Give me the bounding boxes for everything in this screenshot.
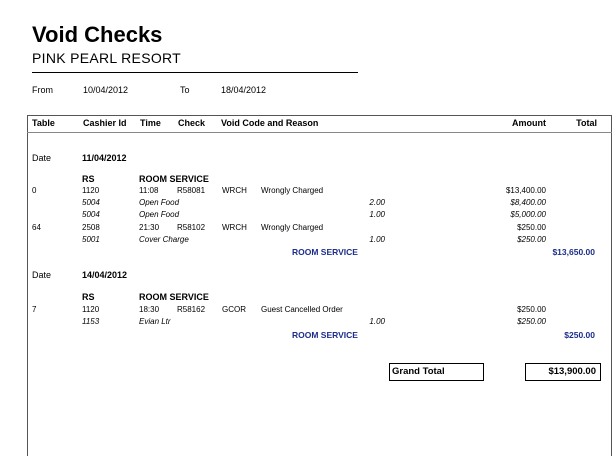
col-cashier: Cashier Id [83, 118, 127, 128]
row-check: R58081 [177, 186, 206, 195]
row-reason: Wrongly Charged [261, 223, 324, 232]
col-check: Check [178, 118, 206, 128]
row-void-code: WRCH [222, 223, 247, 232]
outlet-subtotal-label: ROOM SERVICE [292, 247, 358, 257]
item-qty: 1.00 [369, 235, 385, 244]
item-amount: $250.00 [517, 235, 546, 244]
item-amount: $250.00 [517, 317, 546, 326]
row-table: 7 [32, 305, 37, 314]
item-code: 5004 [82, 210, 100, 219]
outlet-name: ROOM SERVICE [139, 292, 209, 302]
title-divider [32, 72, 358, 73]
row-time: 18:30 [139, 305, 160, 314]
report-title: Void Checks [32, 22, 163, 47]
row-void-code: WRCH [222, 186, 247, 195]
item-code: 5004 [82, 198, 100, 207]
row-cashier: 2508 [82, 223, 100, 232]
property-name: PINK PEARL RESORT [32, 50, 182, 66]
item-name: Open Food [139, 210, 180, 219]
col-total: Total [576, 118, 597, 128]
outlet-subtotal-label: ROOM SERVICE [292, 330, 358, 340]
row-check: R58162 [177, 305, 206, 314]
row-void-code: GCOR [222, 305, 246, 314]
col-amount: Amount [512, 118, 546, 128]
item-code: 1153 [82, 317, 100, 326]
row-check: R58102 [177, 223, 206, 232]
col-void-reason: Void Code and Reason [221, 118, 319, 128]
group-date-label: Date [32, 153, 52, 163]
to-date: 18/04/2012 [221, 85, 267, 95]
row-cashier: 1120 [82, 186, 100, 195]
col-table: Table [32, 118, 55, 128]
group-date: 14/04/2012 [82, 270, 128, 280]
row-cashier: 1120 [82, 305, 100, 314]
row-reason: Guest Cancelled Order [261, 305, 343, 314]
item-qty: 1.00 [369, 210, 385, 219]
report-frame [27, 115, 612, 456]
outlet-code: RS [82, 174, 95, 184]
row-time: 21:30 [139, 223, 160, 232]
to-label: To [180, 85, 190, 95]
item-name: Cover Charge [139, 235, 189, 244]
col-time: Time [140, 118, 161, 128]
from-label: From [32, 85, 53, 95]
item-qty: 2.00 [369, 198, 385, 207]
row-amount: $250.00 [517, 223, 546, 232]
row-reason: Wrongly Charged [261, 186, 324, 195]
outlet-subtotal: $13,650.00 [552, 247, 595, 257]
from-date: 10/04/2012 [83, 85, 129, 95]
outlet-subtotal: $250.00 [564, 330, 595, 340]
row-table: 64 [32, 223, 41, 232]
item-amount: $5,000.00 [510, 210, 546, 219]
outlet-code: RS [82, 292, 95, 302]
item-name: Evian Ltr [139, 317, 171, 326]
item-qty: 1.00 [369, 317, 385, 326]
row-table: 0 [32, 186, 37, 195]
grand-total-label: Grand Total [389, 363, 484, 381]
outlet-name: ROOM SERVICE [139, 174, 209, 184]
grand-total-value: $13,900.00 [525, 363, 601, 381]
item-code: 5001 [82, 235, 100, 244]
group-date-label: Date [32, 270, 52, 280]
row-time: 11:08 [139, 186, 159, 195]
row-amount: $250.00 [517, 305, 546, 314]
item-name: Open Food [139, 198, 180, 207]
item-amount: $8,400.00 [510, 198, 546, 207]
group-date: 11/04/2012 [82, 153, 127, 163]
column-header-divider [27, 132, 612, 133]
row-amount: $13,400.00 [505, 186, 546, 195]
